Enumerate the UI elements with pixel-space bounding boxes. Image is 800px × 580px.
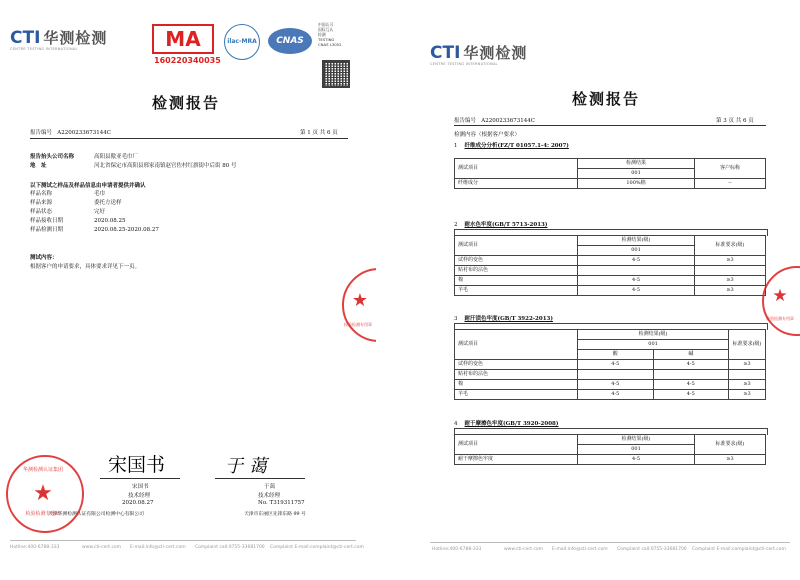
address-row: 地 址 河北省保定市高阳县邢家南镇赵官佐村红旗街中后街 80 号	[30, 163, 237, 169]
stamp-top-text: 华测检测认证集团	[22, 467, 63, 473]
footer-complaint-call: Complaint call:0755-33681700	[195, 545, 265, 550]
side-stamp-text: 检验检测专用章	[766, 316, 794, 321]
report-number: 报告编号 A2200233673144C	[454, 118, 535, 124]
table-row: 贴衬布的沾色	[455, 370, 766, 380]
table-sub-header-row: 酸 碱	[455, 350, 766, 360]
report-page-3	[410, 0, 800, 580]
section-3-table	[454, 329, 766, 400]
footer-divider	[430, 542, 790, 543]
cti-logo: CTI 华测检测	[10, 28, 108, 48]
footer-website: www.cti-cert.com	[82, 545, 122, 550]
section-4-title: 4 耐干摩擦色牢度(GB/T 3920-2008)	[454, 421, 559, 427]
section-4-table	[454, 434, 766, 465]
table-row: 纤维成分 100%棉 --	[455, 179, 766, 189]
qr-code	[322, 60, 350, 88]
table-row: 试样的变色 4-5 ≥3	[455, 256, 766, 266]
sample-field: 样品状态 完好	[30, 209, 106, 215]
page-number: 第 3 页 共 6 页	[716, 118, 754, 124]
ma-certification-logo: MA	[152, 24, 214, 54]
sample-field: 样品接收日期 2020.08.25	[30, 218, 126, 224]
footer-email: E-mail:info@cti-cert.com	[130, 545, 186, 550]
footer-email: E-mail:info@cti-cert.com	[552, 547, 608, 552]
footer-hotline: Hotline:400-6788-333	[432, 547, 482, 552]
test-content-label: 测试内容：	[30, 255, 58, 261]
signature-2: 于 蔼	[225, 456, 267, 477]
divider	[30, 138, 348, 139]
signature-line	[215, 478, 305, 479]
signer-2-title: 技术经理	[258, 493, 281, 499]
table-header-row: 测试项目 检测结果(级) 标准要求(级)	[455, 330, 766, 340]
section-2-title: 2 耐水色牢度(GB/T 5713-2013)	[454, 222, 548, 228]
client-row: 报告抬头公司名称 高阳县傲亚毛巾厂	[30, 154, 139, 160]
section-2-table	[454, 235, 766, 296]
cti-tagline: CENTRE TESTING INTERNATIONAL	[430, 62, 498, 66]
table-row: 试样的变色 4-5 4-5 ≥3	[455, 360, 766, 370]
page-number: 第 1 页 共 6 页	[300, 130, 338, 136]
footer-hotline: Hotline:400-6788-333	[10, 545, 60, 550]
table-sub-header-row: 001	[455, 340, 766, 350]
issuer-address: 天津市东丽区先锋东路 99 号	[244, 512, 306, 517]
table-header-row: 测试项目 检测结果 客户标称	[455, 159, 766, 169]
table-header-row: 测试项目 检测结果(级) 标准要求(级)	[455, 236, 766, 246]
table-row: 贴衬布的沾色	[455, 266, 766, 276]
cti-tagline: CENTRE TESTING INTERNATIONAL	[10, 47, 78, 51]
stamp-star-icon: ★	[33, 481, 53, 506]
table-row: 羊毛 4-5 ≥3	[455, 286, 766, 296]
cnas-note: 中国认可 国际互认 检测 TESTING CNAS L3052	[318, 22, 342, 47]
side-stamp-star-icon: ★	[772, 286, 788, 306]
report-title: 检测报告	[152, 94, 221, 112]
signature-1: 宋国书	[108, 454, 166, 476]
table-row: 羊毛 4-5 4-5 ≥3	[455, 390, 766, 400]
signer-2-name: 于蔼	[264, 484, 276, 490]
side-stamp-star-icon: ★	[351, 290, 369, 311]
sample-field: 样品检测日期 2020.08.25-2020.08.27	[30, 227, 159, 233]
section-1-title: 1 纤维成分分析(FZ/T 01057.1-4: 2007)	[454, 143, 569, 149]
signer-1-title: 技术经理	[128, 493, 151, 499]
section-3-title: 3 耐汗渍色牢度(GB/T 3922-2013)	[454, 316, 553, 322]
sample-fields	[30, 190, 159, 235]
stamp-bottom-text: 检验检测专用章	[25, 511, 61, 517]
signer-1-name: 宋国书	[132, 484, 149, 490]
sample-field: 样品来源 委托方送样	[30, 200, 122, 206]
side-stamp-text: 检验检测专用章	[344, 322, 372, 327]
signer-1-date: 2020.08.27	[122, 500, 154, 506]
footer-complaint-email: Complaint E-mail:complaint@cti-cert.com	[270, 545, 364, 550]
footer-divider	[10, 540, 356, 541]
ma-code: 160220340035	[154, 56, 221, 65]
table-row: 棉 4-5 4-5 ≥3	[455, 380, 766, 390]
table-sub-header-row: 001	[455, 246, 766, 256]
cti-logo: CTI 华测检测	[430, 43, 528, 63]
section-1-table	[454, 158, 766, 189]
table-row: 棉 4-5 ≥3	[455, 276, 766, 286]
ilac-mra-logo: ilac-MRA	[224, 24, 260, 60]
report-page-1	[0, 0, 376, 580]
footer-complaint-email: Complaint E-mail:complaint@cti-cert.com	[692, 547, 786, 552]
signer-2-number: No. T319311757	[258, 500, 305, 506]
table-row: 耐干摩擦色牢度 4-5 ≥3	[455, 455, 766, 465]
cnas-logo: CNAS	[268, 28, 312, 54]
table-header-row: 测试项目 检测结果(级) 标准要求(级)	[455, 435, 766, 445]
sample-section-title: 以下测试之样品及样品信息由申请者提供并确认	[30, 183, 146, 189]
report-number: 报告编号 A2200233673144C	[30, 130, 111, 136]
table-sub-header-row: 001	[455, 169, 766, 179]
divider	[454, 125, 766, 126]
sample-field: 样品名称 毛巾	[30, 191, 106, 197]
report-title: 检测报告	[572, 90, 641, 108]
footer-complaint-call: Complaint call:0755-33681700	[617, 547, 687, 552]
issuer-name: 天津华测检测认证有限公司检测中心有限公司	[48, 512, 144, 517]
signature-line	[100, 478, 180, 479]
footer-website: www.cti-cert.com	[504, 547, 544, 552]
test-content-value: 根据客户的申请要求，具体要求详见下一页。	[30, 264, 141, 270]
content-label: 检测内容（根据客户要求）	[454, 132, 521, 138]
table-sub-header-row: 001	[455, 445, 766, 455]
